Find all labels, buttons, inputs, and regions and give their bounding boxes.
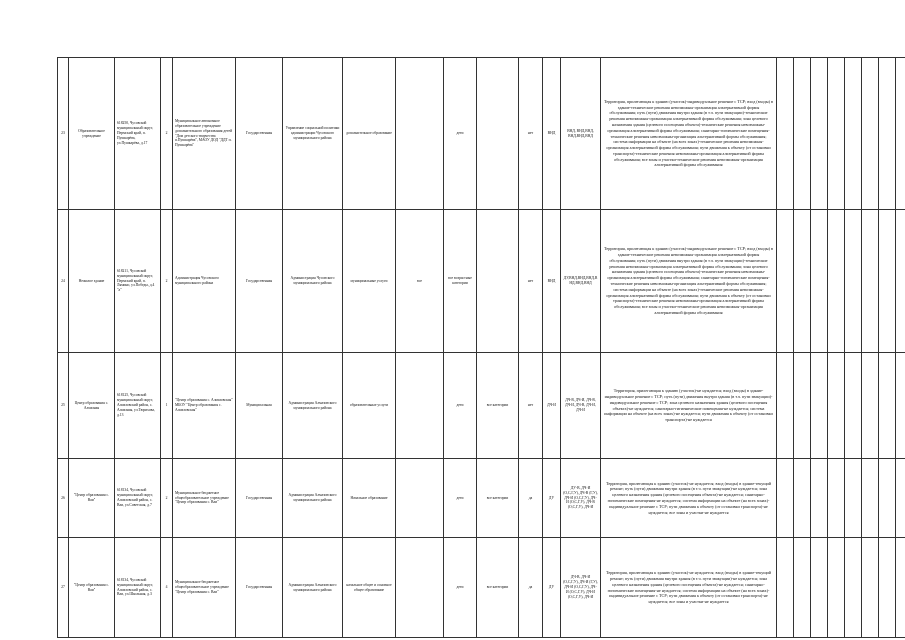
empty-cell (896, 459, 905, 538)
disability-category: все категории (477, 538, 519, 638)
organization-name: Муниципальное бюджетное общеобразовательное учреждение "Центр образования с. Ваи" (173, 459, 236, 538)
empty-cell (794, 58, 811, 210)
empty-cell (794, 459, 811, 538)
visitor-category: дети (444, 538, 477, 638)
zone-accessibility: ДЧ-В, ДЧ-И, ДЧ-В, ДЧ-И, ДЧ-В, ДЧ-И, ДЧ-И (561, 353, 601, 459)
zone-accessibility: ДЧ-В, ДЧ-И (О,С,Г,У), ДЧ-И (Г,У), ДЧ-И (О,С,Г,У), ДЧ-И (О,С,Г,У), ДЧ-И (О,С,Г,У), ДЧ-И (561, 538, 601, 638)
accessibility-status: ВНД (543, 210, 561, 353)
empty-cell (777, 353, 794, 459)
empty-cell (862, 210, 879, 353)
activity-type: начальное общее и основное общее образование (343, 538, 396, 638)
empty-cell (896, 210, 905, 353)
object-address: 618134, Чусовской муниципальный округ, Алмазовский район, с. Ваи, ул.Советская, д.7 (115, 459, 161, 538)
empty-cell (794, 538, 811, 638)
organization-name: Муниципальное автономное образовательное учреждение дополнительного образования детей "Дом детского творчества п.Пушкарёва", МАОУ ДОД "ДДТ п. Пушкарёва" (173, 58, 236, 210)
floors-count: 2 (161, 58, 173, 210)
empty-cell (794, 210, 811, 353)
object-address: 618134, Чусовской муниципальный округ, Алмазовский район, с. Ваи, ул.Школьная, д.3 (115, 538, 161, 638)
object-address: 618125, Чусовской муниципальный округ, Алмазовский район, с. Алмазная, ул.Тюрихова, д.13 (115, 353, 161, 459)
activity-type: муниципальные услуги (343, 210, 396, 353)
accessibility-status: ДУ (543, 538, 561, 638)
visitor-category: дети (444, 353, 477, 459)
recommendations: Территория, прилегающая к зданию (участок)-индивидуальное решение с ТСР; вход (входы) в здание-технические решения невозможны-организация альтернативной формы обслуживания; путь (пути) движения внутри здания (в т.ч. пути эвакуации)-технические решения невозможны-организация альтернативной формы обслуживания; зона целевого назначения здания (целевого посещения объекта)-технические решения невозможны-организация альтернативной формы обслуживания; санитарно-гигиенические помещения-технические решения невозможны-организация альтернативной формы обслуживания; система информации на объекте (на всех зонах)-технические решения невозможны-организация альтернативной формы обслуживания; пути движения к объекту (от остановки транспорта)-технические решения невозможны-организация альтернативной формы обслуживания; все зоны и участки-технические решения невозможны-организация альтернативной формы обслуживания (601, 210, 777, 353)
empty-cell (862, 459, 879, 538)
empty-cell (777, 210, 794, 353)
empty-cell (862, 353, 879, 459)
activity-type: дополнительное образование (343, 58, 396, 210)
empty-cell (811, 210, 828, 353)
organization-name: Муниципальное бюджетное общеобразовательное учреждение "Центр образования с. Ваи" (173, 538, 236, 638)
ownership-form: Государственная (236, 58, 283, 210)
zone-accessibility: ДУ-В, ДЧ-И (О,С,Г,У), ДЧ-В (Г,У), ДЧ-И (О,С,Г,У), ДЧ-И (О,С,Г,У), ДЧ-В (О,С,Г,У), ДЧ-И (561, 459, 601, 538)
service-type (396, 353, 444, 459)
activity-type: Начальное образование (343, 459, 396, 538)
recommendations: Территория, прилегающая к зданию (участок)-индивидуальное решение с ТСР; вход (входы) в здание-технические решения невозможны-организация альтернативной формы обслуживания; путь (пути) движения внутри здания (в т.ч. пути эвакуации)-технические решения невозможны-организация альтернативной формы обслуживания; зона целевого назначения здания (целевого посещения объекта)-технические решения невозможны-организация альтернативной формы обслуживания; санитарно-гигиенические помещения-технические решения невозможны-организация альтернативной формы обслуживания; система информации на объекте (на всех зонах)-технические решения невозможны-организация альтернативной формы обслуживания; пути движения к объекту (от остановки транспорта)-технические решения невозможны-организация альтернативной формы обслуживания; все зоны и участки-технические решения невозможны-организация альтернативной формы обслуживания (601, 58, 777, 210)
visitor-category: дети (444, 58, 477, 210)
visitor-category: все возрастные категории (444, 210, 477, 353)
empty-cell (828, 538, 845, 638)
empty-cell (828, 210, 845, 353)
empty-cell (845, 210, 862, 353)
empty-cell (845, 58, 862, 210)
object-address: 618211, Чусовской муниципальный округ, Пермский край, п. Лямино, ул.Победы, д.4 "а" (115, 210, 161, 353)
zone-accessibility: ДУ,ВНД,ВНД,ВНД,ВНД,ВНД,ВНД (561, 210, 601, 353)
object-name: "Центр образования с. Ваи" (69, 538, 115, 638)
adapted-flag: да (519, 459, 543, 538)
governing-authority: Администрация Алмазовского муниципального района (283, 459, 343, 538)
row-number: 26 (58, 459, 69, 538)
object-address: 618250, Чусовской муниципальный округ, Пермский край, п. Пушкарёва, ул.Пушкарёва, д.17 (115, 58, 161, 210)
row-number: 27 (58, 538, 69, 638)
empty-cell (862, 538, 879, 638)
ownership-form: Государственная (236, 210, 283, 353)
empty-cell (896, 353, 905, 459)
governing-authority: Управление социальной политики администрации Чусовского муниципального района (283, 58, 343, 210)
service-type (396, 58, 444, 210)
empty-cell (879, 210, 896, 353)
empty-cell (777, 459, 794, 538)
accessibility-status: ДУ (543, 459, 561, 538)
floors-count: 2 (161, 459, 173, 538)
organization-name: Администрация Чусовского муниципального района (173, 210, 236, 353)
disability-category (477, 58, 519, 210)
empty-cell (879, 538, 896, 638)
row-number: 23 (58, 58, 69, 210)
empty-cell (896, 538, 905, 638)
empty-cell (828, 353, 845, 459)
empty-cell (845, 353, 862, 459)
object-name: "Центр образования с. Ваи" (69, 459, 115, 538)
governing-authority: Администрация Алмазовского муниципального района (283, 353, 343, 459)
organization-name: "Центр образования с. Алмазовская" МБОУ "Центр образования с. Алмазовская" (173, 353, 236, 459)
object-name: Центр образования с. Алмазная (69, 353, 115, 459)
empty-cell (896, 58, 905, 210)
adapted-flag: нет (519, 353, 543, 459)
floors-count: 4 (161, 538, 173, 638)
service-type (396, 538, 444, 638)
empty-cell (811, 459, 828, 538)
empty-cell (862, 58, 879, 210)
row-number: 24 (58, 210, 69, 353)
recommendations: Территория, прилегающая к зданию (участок)-не нуждается; вход (входы) в здание-текущий ремонт; путь (пути) движения внутри здания (в т.ч. пути эвакуации)-не нуждается; зона целевого назначения здания (целевого посещения объекта)-не нуждается; санитарно-гигиенические помещения-не нуждается; система информации на объекте (на всех зонах)-индивидуальное решение с ТСР; пути движения к объекту (от остановки транспорта)-не нуждается; все зоны и участки-не нуждается (601, 459, 777, 538)
empty-cell (794, 353, 811, 459)
accessibility-register-table (57, 57, 905, 638)
adapted-flag: да (519, 538, 543, 638)
service-type (396, 459, 444, 538)
zone-accessibility: ВНД, ВНД,ВНД, ВНД,ВНД,ВНД (561, 58, 601, 210)
floors-count: 2 (161, 210, 173, 353)
adapted-flag: нет (519, 210, 543, 353)
empty-cell (879, 58, 896, 210)
empty-cell (828, 459, 845, 538)
recommendations: Территория, прилегающая к зданию (участок)-не нуждается; вход (входы) в здание-индивидуальное решение с ТСР; путь (пути) движения внутри здания (в т.ч. пути эвакуации)-индивидуальное решение с ТСР; зона целевого назначения здания (целевого посещения объекта)-не нуждается; санитарно-гигиенические помещения-не нуждается; система информации на объекте (на всех зонах)-не нуждается; пути движения к объекту (от остановки транспорта)-не нуждается (601, 353, 777, 459)
empty-cell (845, 538, 862, 638)
empty-cell (811, 353, 828, 459)
accessibility-status: ВНД (543, 58, 561, 210)
governing-authority: Администрация Чусовского муниципального района (283, 210, 343, 353)
table-row (58, 210, 905, 353)
disability-category: все категории (477, 459, 519, 538)
adapted-flag: нет (519, 58, 543, 210)
empty-cell (845, 459, 862, 538)
governing-authority: Администрация Алмазовского муниципального района (283, 538, 343, 638)
empty-cell (777, 538, 794, 638)
disability-category (477, 210, 519, 353)
table-row (58, 459, 905, 538)
activity-type: образовательные услуги (343, 353, 396, 459)
table-row (58, 58, 905, 210)
ownership-form: Государственная (236, 538, 283, 638)
table-row (58, 353, 905, 459)
empty-cell (811, 538, 828, 638)
floors-count: 1 (161, 353, 173, 459)
empty-cell (777, 58, 794, 210)
recommendations: Территория, прилегающая к зданию (участок)-не нуждается; вход (входы) в здание-текущий ремонт; путь (пути) движения внутри здания (в т.ч. пути эвакуации)-не нуждается; зона целевого назначения здания (целевого посещения объекта)-не нуждается; санитарно-гигиенические помещения-не нуждается; система информации на объекте (на всех зонах)-индивидуальное решение с ТСР; пути движения к объекту (от остановки транспорта)-не нуждается; все зоны и участки-не нуждается (601, 538, 777, 638)
empty-cell (811, 58, 828, 210)
disability-category: все категории (477, 353, 519, 459)
empty-cell (879, 459, 896, 538)
row-number: 25 (58, 353, 69, 459)
accessibility-status: ДЧ-И (543, 353, 561, 459)
object-name: Образовательное учреждение (69, 58, 115, 210)
empty-cell (828, 58, 845, 210)
empty-cell (879, 353, 896, 459)
object-name: Нежилое здание (69, 210, 115, 353)
ownership-form: Муниципальная (236, 353, 283, 459)
service-type: все (396, 210, 444, 353)
visitor-category: дети (444, 459, 477, 538)
table-row (58, 538, 905, 638)
ownership-form: Государственная (236, 459, 283, 538)
